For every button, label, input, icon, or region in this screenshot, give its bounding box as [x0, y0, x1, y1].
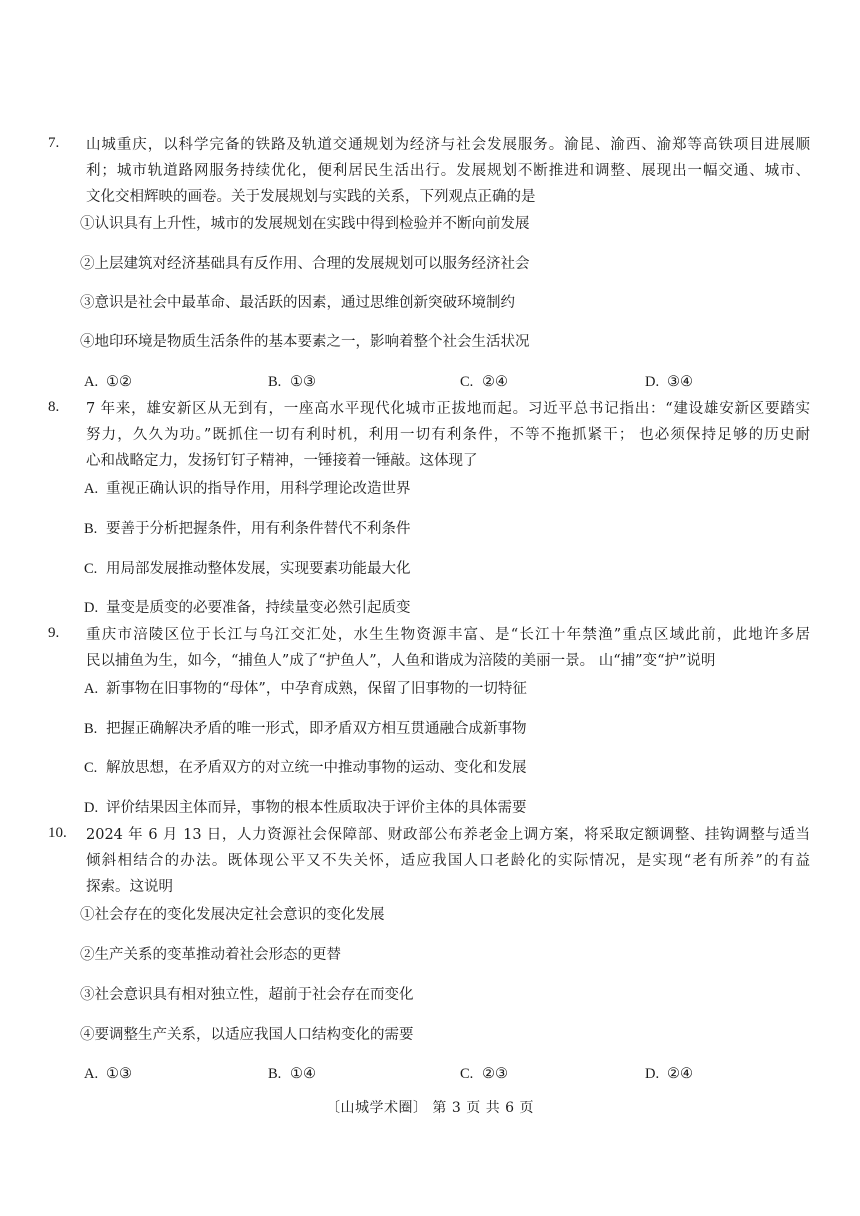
option-a[interactable]: A. 新事物在旧事物的“母体”，中孕育成熟，保留了旧事物的一切特征: [84, 681, 527, 697]
option-d[interactable]: D. 评价结果因主体而异，事物的根本性质取决于评价主体的具体需要: [84, 800, 527, 816]
question-stem-line: 民以捕鱼为生，如今，“捕鱼人”成了“护鱼人”，人鱼和谐成为涪陵的美丽一景。 山“捕”变“护”说明: [86, 653, 716, 669]
question-stem-line: 利；城市轨道路网服务持续优化，便利居民生活出行。发展规划不断推进和调整、展现出一幅交通、城市、: [86, 163, 810, 179]
option-c[interactable]: C. ②③: [460, 1066, 508, 1082]
option-d[interactable]: D. 量变是质变的必要准备，持续量变必然引起质变: [84, 600, 411, 616]
question-number: 9.: [48, 625, 60, 641]
option-b[interactable]: B. 把握正确解决矛盾的唯一形式，即矛盾双方相互贯通融合成新事物: [84, 721, 527, 737]
option-b[interactable]: B. 要善于分析把握条件，用有利条件替代不利条件: [84, 521, 411, 537]
statement-3: ③社会意识具有相对独立性，超前于社会存在而变化: [80, 987, 414, 1003]
question-stem-line: 山城重庆，以科学完备的铁路及轨道交通规划为经济与社会发展服务。渝昆、渝西、渝郑等高铁项目进展顺: [86, 137, 810, 153]
statement-2: ②上层建筑对经济基础具有反作用、合理的发展规划可以服务经济社会: [80, 256, 530, 272]
option-a[interactable]: A. 重视正确认识的指导作用，用科学理论改造世界: [84, 481, 411, 497]
statement-1: ①社会存在的变化发展决定社会意识的变化发展: [80, 907, 385, 923]
question-stem-line: 文化交相辉映的画卷。关于发展规划与实践的关系，下列观点正确的是: [86, 189, 536, 205]
statement-2: ②生产关系的变革推动着社会形态的更替: [80, 947, 341, 963]
question-stem-line: 心和战略定力，发扬钉钉子精神，一锤接着一锤敲。这体现了: [86, 453, 478, 469]
question-stem-line: 2024 年 6 月 13 日，人力资源社会保障部、财政部公布养老金上调方案，将采取定额调整、挂钩调整与适当: [86, 827, 810, 843]
question-stem-line: 倾斜相结合的办法。既体现公平又不失关怀，适应我国人口老龄化的实际情况，是实现“老有所养”的有益: [86, 853, 810, 869]
option-a[interactable]: A. ①③: [84, 1066, 132, 1082]
option-b[interactable]: B. ①④: [268, 1066, 316, 1082]
option-c[interactable]: C. ②④: [460, 374, 508, 390]
option-d[interactable]: D. ③④: [645, 374, 693, 390]
statement-3: ③意识是社会中最革命、最活跃的因素，通过思维创新突破环境制约: [80, 295, 515, 311]
question-number: 8.: [48, 399, 60, 415]
question-stem-line: 重庆市涪陵区位于长江与乌江交汇处，水生生物资源丰富、是“长江十年禁渔”重点区域此前，此地许多居: [86, 627, 810, 643]
option-c[interactable]: C. 解放思想，在矛盾双方的对立统一中推动事物的运动、变化和发展: [84, 760, 527, 776]
question-stem-line: 7 年来，雄安新区从无到有，一座高水平现代化城市正拔地而起。习近平总书记指出：“建设雄安新区要踏实: [86, 401, 810, 417]
statement-4: ④地印环境是物质生活条件的基本要素之一，影响着整个社会生活状况: [80, 334, 530, 350]
statement-1: ①认识具有上升性，城市的发展规划在实践中得到检验并不断向前发展: [80, 216, 530, 232]
page-footer: 〔山城学术圈〕 第 3 页 共 6 页: [325, 1100, 534, 1116]
statement-4: ④要调整生产关系，以适应我国人口结构变化的需要: [80, 1027, 414, 1043]
question-number: 10.: [48, 825, 67, 841]
question-stem-line: 努力，久久为功。”既抓住一切有利时机，利用一切有利条件，不等不拖抓紧干； 也必须保持足够的历史耐: [86, 427, 810, 443]
question-stem-line: 探索。这说明: [86, 879, 173, 895]
option-a[interactable]: A. ①②: [84, 374, 132, 390]
option-b[interactable]: B. ①③: [268, 374, 316, 390]
question-number: 7.: [48, 135, 60, 151]
option-d[interactable]: D. ②④: [645, 1066, 693, 1082]
option-c[interactable]: C. 用局部发展推动整体发展，实现要素功能最大化: [84, 561, 411, 577]
